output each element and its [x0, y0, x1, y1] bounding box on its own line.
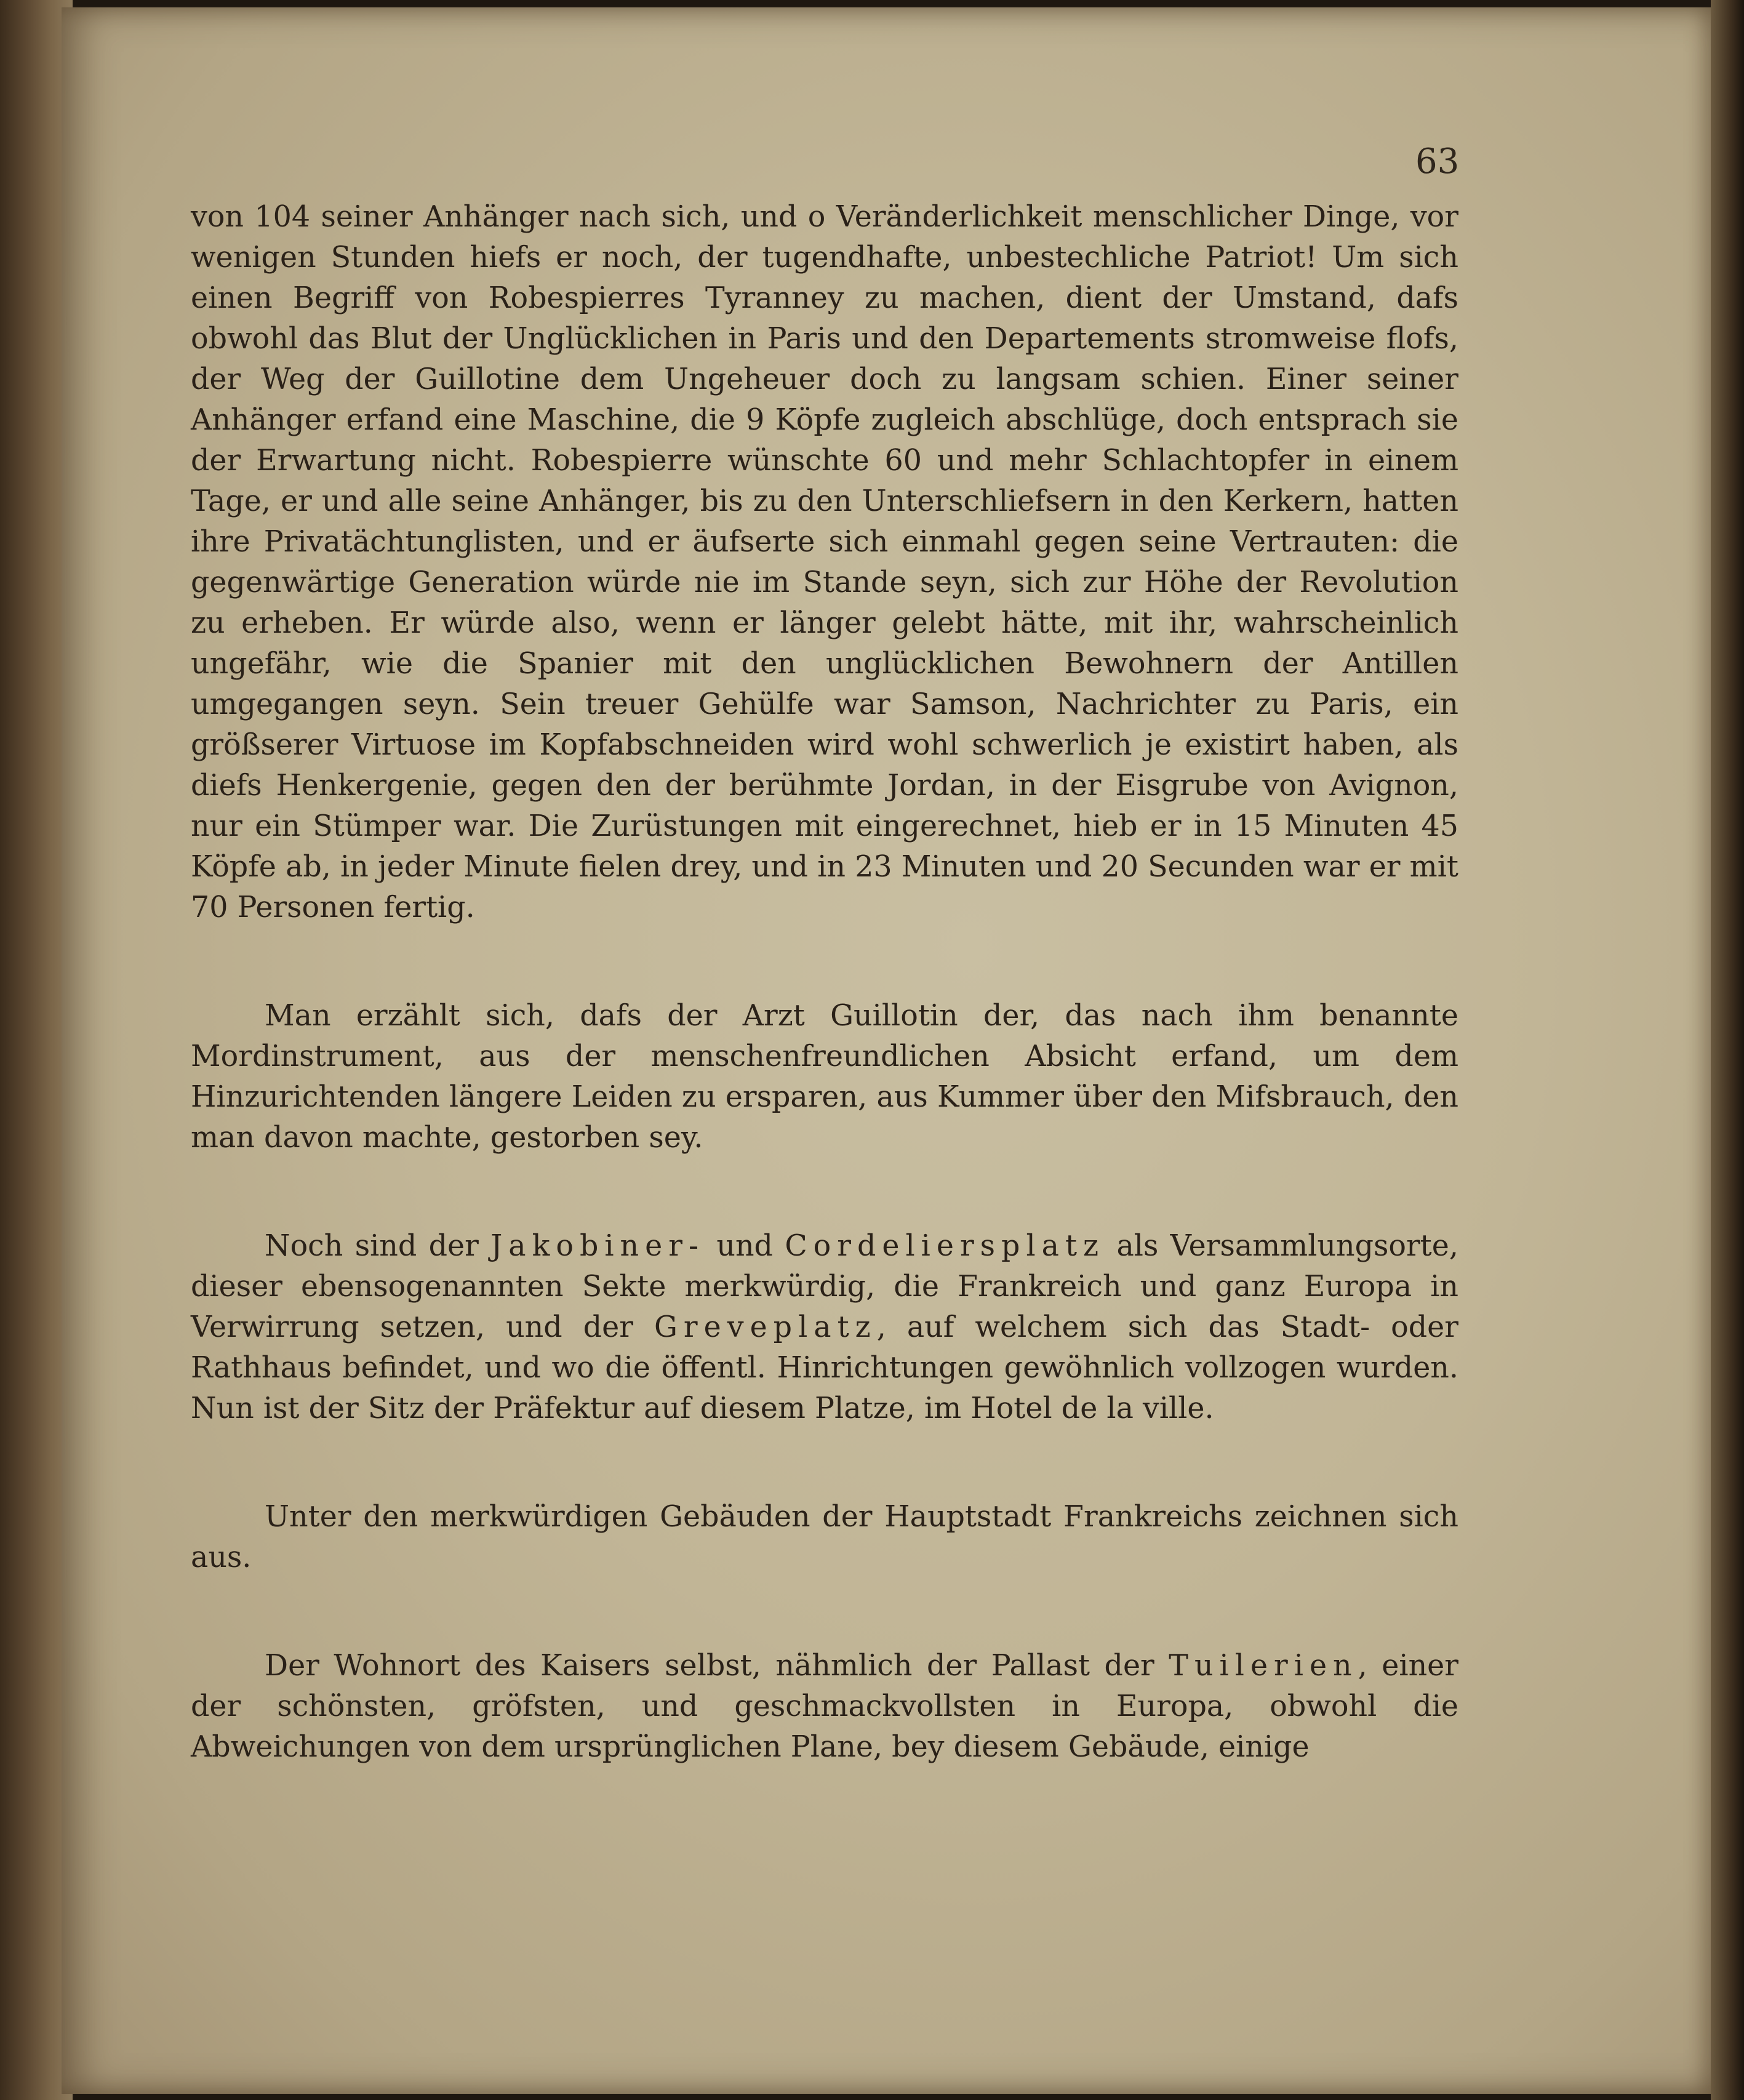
paragraph-5-text-before: Der Wohnort des Kaisers selbst, nähmlich der Pallast der: [265, 1649, 1169, 1683]
tuilerien-term: Tuilerien: [1169, 1649, 1358, 1683]
page-edge: [1711, 0, 1744, 2100]
page-body: [191, 197, 1458, 1768]
page-number: 63: [1415, 142, 1460, 182]
paragraph-3-text-after: , auf welchem sich das Stadt- oder Rathhaus befindet, und wo die öffentl. Hinrichtungen gewöhnlich vollzogen wurden. Nun ist der Sitz der Präfektur auf diesem Platze, im Hotel de la ville.: [191, 1310, 1458, 1425]
paragraph-1: von 104 seiner Anhänger nach sich, und o Veränderlichkeit menschlicher Dinge, vor wenigen Stunden hiefs er noch, der tugendhafte, unbestechliche Patriot! Um sich einen Begriff von Robespierres Tyranney zu machen, dient der Umstand, dafs obwohl das Blut der Unglücklichen in Paris und den Departements stromweise flofs, der Weg der Guillotine dem Ungeheuer doch zu langsam schien. Einer seiner Anhänger erfand eine Maschine, die 9 Köpfe zugleich abschlüge, doch entsprach sie der Erwartung nicht. Robespierre wünschte 60 und mehr Schlachtopfer in einem Tage, er und alle seine Anhänger, bis zu den Unterschliefsern in den Kerkern, hatten ihre Privatächtunglisten, und er äufserte sich einmahl gegen seine Vertrauten: die gegenwärtige Generation würde nie im Stande seyn, sich zur Höhe der Revolution zu erheben. Er würde also, wenn er länger gelebt hätte, mit ihr, wahrscheinlich ungefähr, wie die Spanier mit den unglücklichen Bewohnern der Antillen umgegangen seyn. Sein treuer Gehülfe war Samson, Nachrichter zu Paris, ein größserer Virtuose im Kopfabschneiden wird wohl schwerlich je existirt haben, als diefs Henkergenie, gegen den der berühmte Jordan, in der Eisgrube von Avignon, nur ein Stümper war. Die Zurüstungen mit eingerechnet, hieb er in 15 Minuten 45 Köpfe ab, in jeder Minute fielen drey, und in 23 Minuten und 20 Secunden war er mit 70 Personen fertig.: [191, 200, 1458, 924]
paragraph-3-text-mid-1: und: [705, 1229, 785, 1263]
cordeliersplatz-term: Cordeliersplatz: [785, 1229, 1105, 1263]
paragraph-4: Unter den merkwürdigen Gebäuden der Hauptstadt Frankreichs zeichnen sich aus.: [191, 1500, 1458, 1574]
paragraph-5: [191, 1646, 1458, 1768]
jakobiner-term: Jakobiner-: [490, 1229, 705, 1263]
paragraph-3-text-before: Noch sind der: [265, 1229, 491, 1263]
greveplatz-term: Greveplatz: [654, 1310, 877, 1344]
paragraph-3-text-mid-2: als Versammlungsorte, dieser ebensogenannten Sekte merkwürdig, die Frankreich und ganz Europa in Verwirrung setzen, und der: [191, 1229, 1458, 1344]
paragraph-2: Man erzählt sich, dafs der Arzt Guillotin der, das nach ihm benannte Mordinstrument, aus der menschenfreundlichen Absicht erfand, um dem Hinzurichtenden längere Leiden zu ersparen, aus Kummer über den Mifsbrauch, den man davon machte, gestorben sey.: [191, 999, 1458, 1155]
paragraph-5-text-after: , einer der schönsten, gröfsten, und geschmackvollsten in Europa, obwohl die Abweichungen von dem ursprünglichen Plane, bey diesem Gebäude, einige: [191, 1649, 1458, 1764]
paragraph-3: [191, 1226, 1458, 1429]
